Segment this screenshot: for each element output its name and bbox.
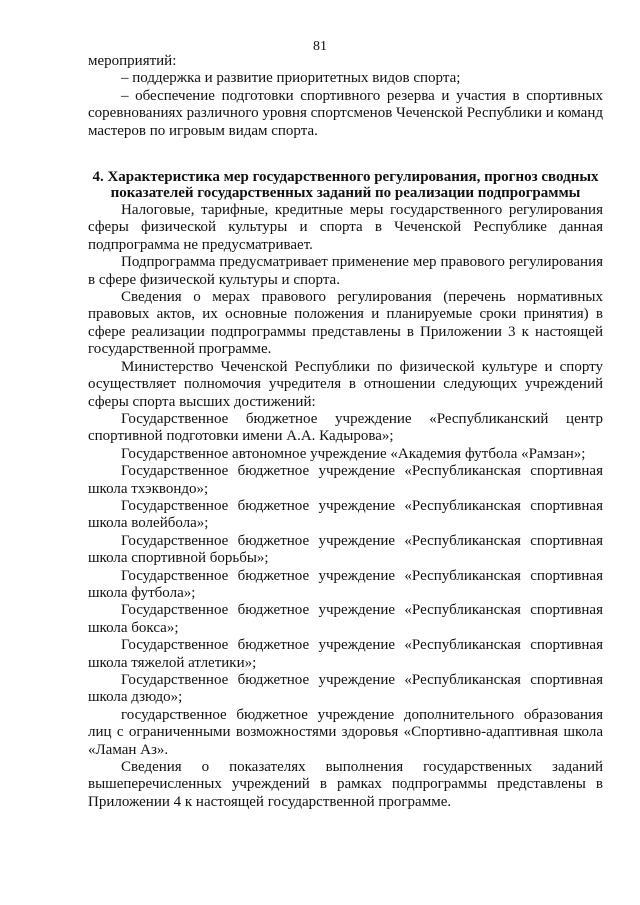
institution-item: Государственное бюджетное учреждение «Республиканская спортивная школа футбола»; bbox=[88, 567, 603, 601]
institution-item: государственное бюджетное учреждение дополнительного образования лиц с ограниченными возможностями здоровья «Спортивно-адаптивная школа «Ламан Аз». bbox=[88, 706, 603, 758]
paragraph: Подпрограмма предусматривает применение мер правового регулирования в сфере физической культуры и спорта. bbox=[88, 254, 603, 288]
institution-item: Государственное бюджетное учреждение «Республиканская спортивная школа спортивной борьбы»; bbox=[88, 532, 603, 567]
page-number: 81 bbox=[313, 39, 327, 54]
list-item: – поддержка и развитие приоритетных видов спорта; bbox=[121, 70, 461, 87]
section-heading: 4. Характеристика мер государственного регулирования, прогноз сводных показателей государственных заданий по реализации подпрограммы bbox=[92, 169, 599, 201]
paragraph: Министерство Чеченской Республики по физической культуре и спорту осуществляет полномочия учредителя в отношении следующих учреждений сферы спорта высших достижений: bbox=[88, 358, 603, 410]
institution-item: Государственное бюджетное учреждение «Республиканская спортивная школа волейбола»; bbox=[88, 497, 603, 532]
institution-item: Государственное автономное учреждение «Академия футбола «Рамзан»; bbox=[121, 445, 586, 462]
institution-item: Государственное бюджетное учреждение «Республиканский центр спортивной подготовки имени А.А. Кадырова»; bbox=[88, 410, 603, 445]
paragraph: Сведения о мерах правового регулирования (перечень нормативных правовых актов, их основные положения и планируемые сроки принятия) в сфере реализации подпрограммы представлены в Приложении 3 к настоящей государственной программе. bbox=[88, 289, 603, 358]
institution-item: Государственное бюджетное учреждение «Республиканская спортивная школа тхэквондо»; bbox=[88, 463, 603, 497]
list-item: – обеспечение подготовки спортивного резерва и участия в спортивных соревнованиях различного уровня спортсменов Чеченской Республики и команд мастеров по игровым видам спорта. bbox=[88, 87, 603, 139]
paragraph: Налоговые, тарифные, кредитные меры государственного регулирования сферы физической культуры и спорта в Чеченской Республике данная подпрограмма не предусматривает. bbox=[88, 202, 603, 253]
institution-item: Государственное бюджетное учреждение «Республиканская спортивная школа тяжелой атлетики»; bbox=[88, 637, 603, 671]
intro-paragraph: мероприятий: bbox=[88, 53, 177, 69]
institution-item: Государственное бюджетное учреждение «Республиканская спортивная школа дзюдо»; bbox=[88, 672, 603, 706]
page-content bbox=[88, 53, 603, 811]
institution-item: Государственное бюджетное учреждение «Республиканская спортивная школа бокса»; bbox=[88, 602, 603, 636]
paragraph: Сведения о показателях выполнения государственных заданий вышеперечисленных учреждений в рамках подпрограммы представлены в Приложении 4 к настоящей государственной программе. bbox=[88, 759, 603, 810]
